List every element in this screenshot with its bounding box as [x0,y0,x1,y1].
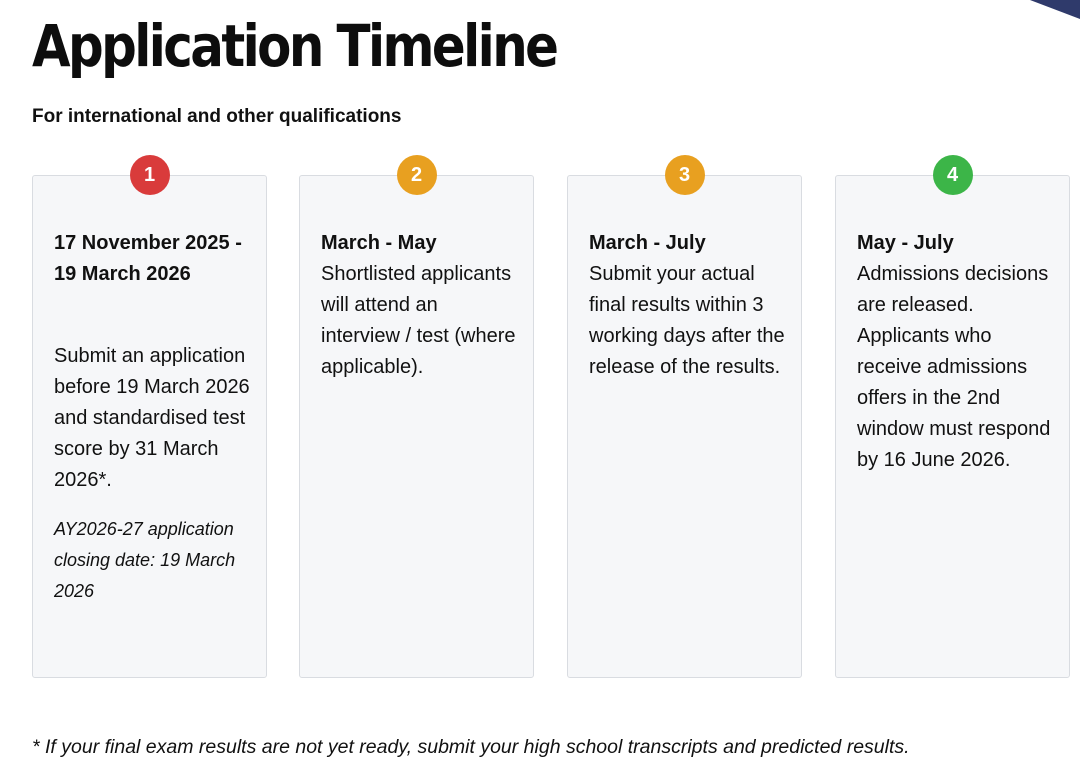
card-body [321,228,521,383]
card-body [54,228,254,607]
timeline-card-1 [32,164,267,678]
step-number-badge: 1 [130,155,170,195]
step-number-badge: 3 [665,155,705,195]
timeline-card-3 [567,164,802,678]
step-note: AY2026-27 application closing date: 19 March 2026 [54,519,236,601]
step-number-badge: 2 [397,155,437,195]
step-date: March - May [321,232,437,254]
step-date: March - July [589,232,706,254]
timeline-card-2 [299,164,534,678]
card-body [589,228,789,383]
step-description: Shortlisted applicants will attend an interview / test (where applicable). [321,263,516,378]
step-number-badge: 4 [933,155,973,195]
step-date: 17 November 2025 - 19 March 2026 [54,232,242,285]
page-title: Application Timeline [32,12,557,80]
page-subtitle: For international and other qualifications [32,106,402,127]
step-date: May - July [857,232,954,254]
footnote: * If your final exam results are not yet ready, submit your high school transcripts and predicted results. [32,736,910,758]
step-description: Admissions decisions are released. Applicants who receive admissions offers in the 2nd window must respond by 16 June 2026. [857,263,1051,471]
step-description: Submit your actual final results within 3 working days after the release of the results. [589,263,785,378]
timeline [32,164,1070,680]
timeline-card-4 [835,164,1070,678]
step-description: Submit an application before 19 March 2026 and standardised test score by 31 March 2026*. [54,345,250,491]
corner-decoration [1030,0,1080,19]
card-body [857,228,1057,476]
